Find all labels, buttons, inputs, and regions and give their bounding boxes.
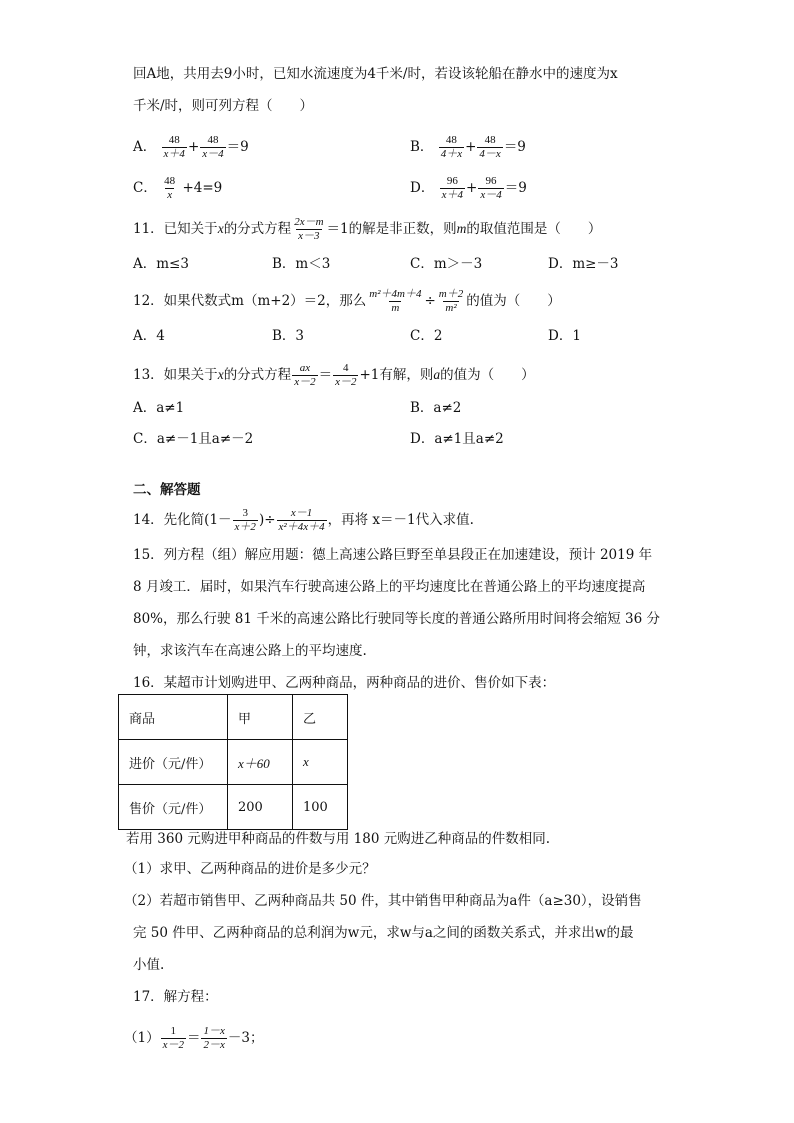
- q16-sub2-line1: （2）若超市销售甲、乙两种商品共 50 件，其中销售甲种商品为a件（a≥30），设销售: [124, 893, 642, 909]
- q14-stem: 14．先化简(1－ $\frac{3}{x+2}$ )÷ $\frac{x-1}{\text{x²＋4x＋4}}$ ，再将 x＝－1代入求值.: [133, 507, 474, 533]
- q13-option-b[interactable]: B．a≠2: [410, 400, 462, 416]
- q13-stem: 13．如果关于x的分式方程 $\frac{ax}{x-2}$ ＝ $\frac{4}{x-2}$ +1有解，则a的值为（ ）: [133, 362, 535, 388]
- table-row: [119, 695, 348, 740]
- section-title: 二、解答题: [133, 482, 201, 498]
- table-row: [119, 785, 348, 830]
- q10-line1: 回A地，共用去9小时，已知水流速度为4千米/时，若设该轮船在静水中的速度为x: [133, 66, 618, 82]
- table-cell: 100: [293, 785, 348, 830]
- q16-after: 若用 360 元购进甲种商品的件数与用 180 元购进乙种商品的件数相同.: [126, 831, 550, 847]
- table-cell: 乙: [293, 695, 348, 740]
- q11-option-c[interactable]: C．m＞－3: [410, 256, 483, 272]
- q11-option-a[interactable]: A．m≤3: [133, 256, 189, 272]
- q17-title: 17．解方程：: [133, 989, 218, 1005]
- q11-option-d[interactable]: D．m≥－3: [548, 256, 619, 272]
- q13-option-c[interactable]: C．a≠－1且a≠－2: [133, 431, 254, 447]
- q12-option-a[interactable]: A．4: [133, 328, 165, 344]
- q10-option-b[interactable]: B． $\frac{48}{4+x}$ + $\frac{48}{4-x}$ ＝9: [410, 134, 526, 160]
- q17-sub1: （1） $\frac{1}{x-2}$ ＝ $\frac{1-x}{2-x}$ －3；: [124, 1025, 264, 1051]
- q13-option-a[interactable]: A．a≠1: [133, 400, 185, 416]
- q11-stem: 11．已知关于x的分式方程 $\frac{2x-m}{x-3}$ ＝1的解是非正数，则m的取值范围是（ ）: [133, 216, 602, 242]
- q15-line3: 80%，那么行驶 81 千米的高速公路比行驶同等长度的普通公路所用时间将会缩短 36 分: [133, 611, 661, 627]
- price-table: [118, 694, 348, 830]
- q16-sub2-line2: 完 50 件甲、乙两种商品的总利润为w元，求w与a之间的函数关系式，并求出w的最: [133, 925, 634, 941]
- q16-intro: 16．某超市计划购进甲、乙两种商品，两种商品的进价、售价如下表：: [133, 675, 556, 691]
- q12-option-b[interactable]: B．3: [272, 328, 305, 344]
- q10-option-c[interactable]: C． $\frac{48}{x}$ +4=9: [133, 175, 223, 201]
- table-cell: x: [293, 740, 348, 785]
- q13-option-d[interactable]: D．a≠1且a≠2: [410, 431, 504, 447]
- table-cell: x＋60: [228, 740, 293, 785]
- q10-line2: 千米/时，则可列方程（ ）: [133, 98, 314, 114]
- q11-option-b[interactable]: B．m＜3: [272, 256, 331, 272]
- table-cell: 售价（元/件）: [119, 785, 228, 830]
- q15-line2: 8 月竣工．届时，如果汽车行驶高速公路上的平均速度比在普通公路上的平均速度提高: [133, 579, 646, 595]
- q10-option-a[interactable]: A． $\frac{48}{x+4}$ + $\frac{48}{x-4}$ ＝9: [133, 134, 249, 160]
- table-row: [119, 740, 348, 785]
- q15-line1: 15．列方程（组）解应用题：德上高速公路巨野至单县段正在加速建设，预计 2019 年: [133, 547, 653, 563]
- q12-stem: 12．如果代数式m（m+2）＝2，那么 $\frac{\text{m²＋4m＋4}}{m}$ ÷ $\frac{m+2}{\text{m²}}$ 的值为（ ）: [133, 288, 561, 314]
- table-cell: 进价（元/件）: [119, 740, 228, 785]
- q12-option-d[interactable]: D．1: [548, 328, 581, 344]
- q10-option-d[interactable]: D． $\frac{96}{x+4}$ + $\frac{96}{x-4}$ ＝9: [410, 175, 527, 201]
- q16-sub2-line3: 小值.: [133, 957, 165, 973]
- table-cell: 甲: [228, 695, 293, 740]
- q15-line4: 钟，求该汽车在高速公路上的平均速度.: [133, 643, 367, 659]
- table-cell: 200: [228, 785, 293, 830]
- q16-sub1: （1）求甲、乙两种商品的进价是多少元？: [124, 861, 376, 877]
- q12-option-c[interactable]: C．2: [410, 328, 443, 344]
- table-cell: 商品: [119, 695, 228, 740]
